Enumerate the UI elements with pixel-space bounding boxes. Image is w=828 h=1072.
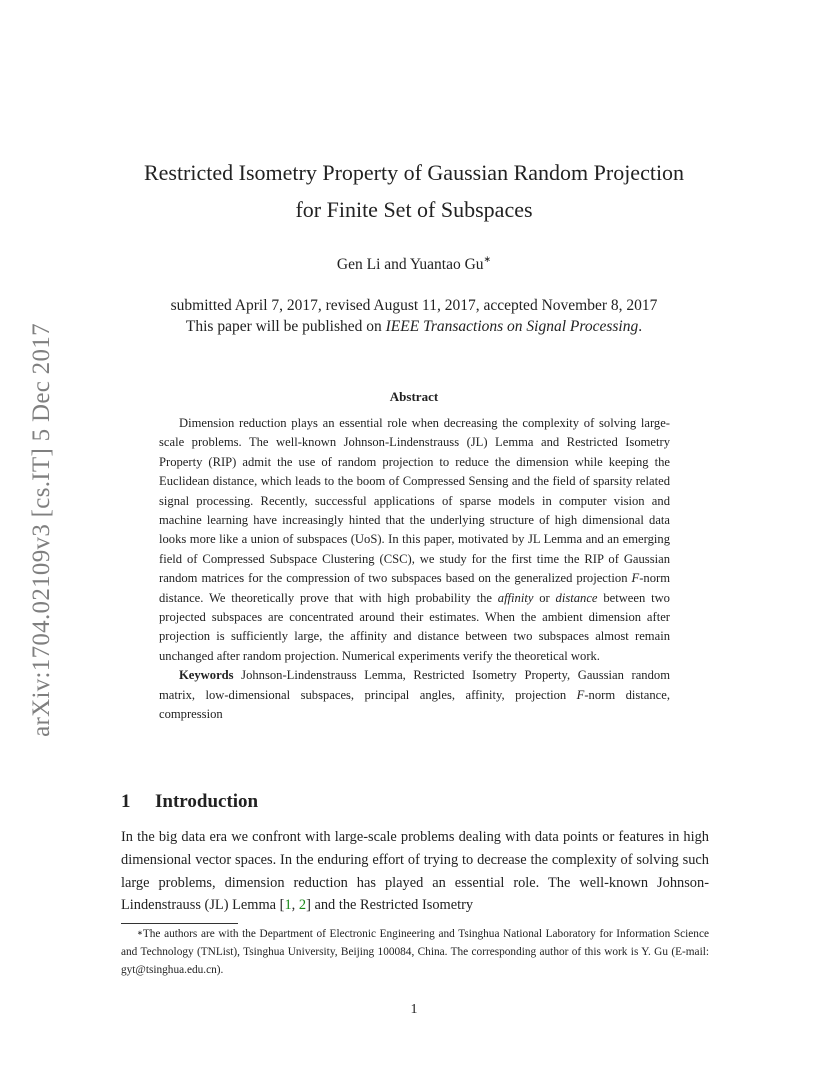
publication-note-prefix: This paper will be published on [185, 318, 386, 335]
arxiv-identifier: arXiv:1704.02109v3 [cs.IT] 5 Dec 2017 [28, 323, 55, 737]
paper-title-line-1: Restricted Isometry Property of Gaussian Random Projection [143, 160, 685, 185]
abstract-or: or [533, 590, 556, 605]
citation-link-2[interactable]: 2 [298, 897, 307, 914]
publication-dates [0, 295, 828, 337]
footnote-divider [121, 923, 238, 924]
citation-close-bracket: ] [306, 897, 311, 914]
section-title: Introduction [155, 791, 259, 812]
page-number: 1 [410, 1002, 418, 1017]
author-names: Gen Li and Yuantao Gu [336, 256, 484, 273]
introduction-body [121, 826, 709, 917]
citation-link-1[interactable]: 1 [284, 897, 292, 914]
abstract-text-part-1: Dimension reduction plays an essential role when decreasing the complexity of solving large-scale problems. The well-known Johnson-Lindenstrauss (JL) Lemma and Restricted Isometry Property (RIP) admit the use of random projection to reduce the dimension while keeping the Euclidean distance, which leads to the boom of Compressed Sensing and the field of sparsity related signal processing. Recently, successful applications of sparse models in computer vision and machine learning have increasingly hinted that the underlying structure of high dimensional data looks more like a union of subspaces (UoS). In this paper, motivated by JL Lemma and an emerging field of Compressed Subspace Clustering (CSC), we study for the first time the RIP of Gaussian random matrices for the compression of two subspaces based on the generalized projection [159, 416, 670, 586]
abstract-paragraph [159, 414, 670, 666]
footnote-paragraph [121, 926, 709, 979]
abstract-heading: Abstract [389, 389, 439, 404]
submission-history: submitted April 7, 2017, revised August 11, 2017, accepted November 8, 2017 [170, 297, 658, 314]
footnote-marker: ∗ [137, 929, 143, 937]
section-number: 1 [121, 791, 131, 812]
citation-separator: , [291, 897, 299, 914]
f-norm-symbol: F [631, 571, 640, 586]
keywords-list-part-2: -norm distance, compression [159, 687, 670, 722]
distance-term: distance [555, 590, 598, 605]
author-footnote-marker: ∗ [483, 254, 492, 264]
keywords-label: Keywords [179, 668, 234, 683]
keywords-paragraph [159, 666, 670, 724]
citation-open-bracket: [ [279, 897, 285, 914]
paper-title-line-2: for Finite Set of Subspaces [295, 197, 533, 222]
section-heading-introduction [121, 791, 258, 813]
footnote-text: The authors are with the Department of Electronic Engineering and Tsinghua National Laboratory for Information Science and Technology (TNList), Tsinghua University, Beijing 100084, China. The corresponding author of this work is Y. Gu (E-mail: gyt@tsinghua.edu.cn). [121, 928, 709, 976]
abstract-text-part-3: between two projected subspaces are concentrated around their estimates. When the ambient dimension after projection is sufficiently large, the affinity and distance between two subspaces almost remain unchanged after random projection. Numerical experiments verify the theoretical work. [159, 590, 670, 663]
intro-text-part-1: In the big data era we confront with large-scale problems dealing with data points or features in high dimensional vector spaces. In the enduring effort of trying to decrease the complexity of solving such large problems, dimension reduction has played an essential role. The well-known Johnson-Lindenstrauss (JL) Lemma [121, 829, 709, 914]
abstract-body [159, 414, 670, 725]
intro-text-part-2: and the Restricted Isometry [310, 897, 474, 914]
keywords-list-part-1: Johnson-Lindenstrauss Lemma, Restricted Isometry Property, Gaussian random matrix, low-dimensional subspaces, principal angles, affinity, projection [159, 668, 670, 702]
publication-venue: IEEE Transactions on Signal Processing [385, 318, 639, 335]
keywords-f-symbol: F [576, 687, 585, 702]
paper-title [0, 154, 828, 228]
publication-note-suffix: . [638, 318, 643, 335]
publication-note [0, 316, 828, 337]
introduction-paragraph [121, 826, 709, 917]
author-list [0, 256, 828, 274]
author-affiliation-footnote [121, 926, 709, 979]
affinity-term: affinity [497, 590, 534, 605]
abstract-text-part-2: -norm distance. We theoretically prove that with high probability the [159, 571, 670, 605]
